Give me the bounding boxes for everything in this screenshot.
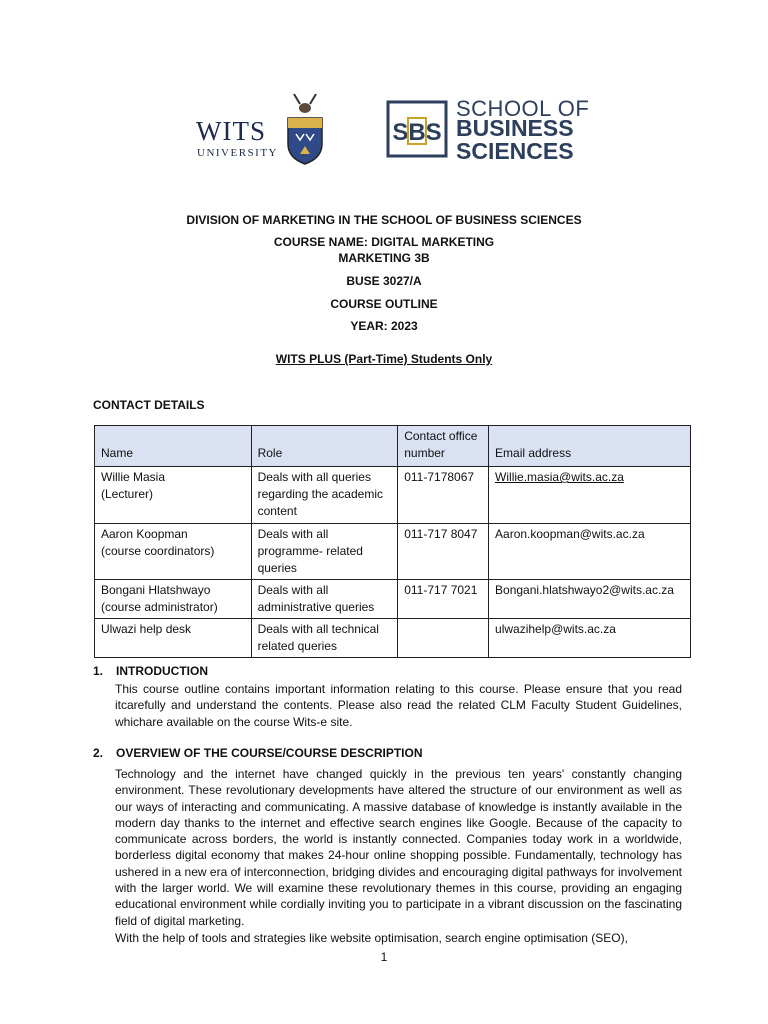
contact-email: ulwazihelp@wits.ac.za <box>489 619 691 658</box>
logo-banner <box>0 0 768 180</box>
wits-logo-word: WITS <box>196 116 266 146</box>
section-overview-text: Technology and the internet have changed quickly in the previous ten years' constantly changing environment. These revolutionary developments have altered the structure of our environment as well as our ways of interacting and communicating. A massive database of knowledge is instantly available in the modern day thanks to the internet and effective search engines like Google. Because of the capacity to communicate across borders, the world is instantly connected. Companies today work in a worldwide, borderless digital economy that makes 24-hour online shopping possible. Fundamentally, technology has ushered in a new era of interconnection, bridging divides and encouraging digital pathways for involvement with the larger world. We will examine these revolutionary themes in this course, providing an engaging educational environment while cordially inviting you to participate in a vibrant discussion on the fascinating field of digital marketing. <box>115 767 682 928</box>
contact-name: Willie Masia <box>101 470 166 484</box>
contact-role: Deals with all programme- related queries <box>251 524 398 580</box>
contact-email-link[interactable]: Willie.masia@wits.ac.za <box>495 470 624 484</box>
contact-role-title: (Lecturer) <box>101 487 154 501</box>
contact-email: Bongani.hlatshwayo2@wits.ac.za <box>489 580 691 619</box>
wits-crest-icon <box>282 88 328 168</box>
contact-role-title: (course administrator) <box>101 600 218 614</box>
contact-name-cell <box>95 524 252 580</box>
table-row <box>95 524 691 580</box>
section-intro-heading <box>93 664 208 678</box>
section-title: INTRODUCTION <box>116 664 208 678</box>
contact-table <box>94 425 691 658</box>
col-name-header: Name <box>95 426 252 467</box>
contact-role: Deals with all administrative queries <box>251 580 398 619</box>
table-row <box>95 619 691 658</box>
section-intro-text: This course outline contains important information relating to this course. Please ensure that you read itcarefully and understand the contents. Please also read the related CLM Faculty Student Guidelines, whichare available on the course Wits-e site. <box>115 682 682 729</box>
course-name: COURSE NAME: DIGITAL MARKETING <box>273 235 495 249</box>
col-role-header: Role <box>251 426 398 467</box>
course-code: BUSE 3027/A <box>346 274 422 288</box>
sbs-mark-text: SBS <box>392 119 442 146</box>
contact-name: Aaron Koopman <box>101 527 188 541</box>
sbs-title-line1: SCHOOL OF <box>456 96 590 121</box>
contact-name: Ulwazi help desk <box>101 622 192 636</box>
table-header-row <box>95 426 691 467</box>
sbs-title-line3: SCIENCES <box>456 138 574 164</box>
division-heading: DIVISION OF MARKETING IN THE SCHOOL OF BUSINESS SCIENCES <box>186 213 582 227</box>
course-level: MARKETING 3B <box>338 251 430 265</box>
table-row <box>95 467 691 524</box>
contact-name-cell <box>95 619 252 658</box>
section-number: 2. <box>93 746 104 760</box>
course-outline-label: COURSE OUTLINE <box>330 297 438 311</box>
sbs-title-line2: BUSINESS <box>456 115 574 141</box>
contact-name-cell <box>95 467 252 524</box>
sbs-mark-icon <box>386 100 448 158</box>
contact-phone: 011-717 7021 <box>398 580 489 619</box>
section-number: 1. <box>93 664 104 678</box>
section-overview-heading <box>93 746 422 760</box>
contact-role: Deals with all queries regarding the academic content <box>251 467 398 524</box>
contact-email-cell <box>489 467 691 524</box>
contact-details-label: CONTACT DETAILS <box>93 398 205 412</box>
section-title: OVERVIEW OF THE COURSE/COURSE DESCRIPTION <box>116 746 423 760</box>
table-row <box>95 580 691 619</box>
contact-email: Aaron.koopman@wits.ac.za <box>489 524 691 580</box>
contact-phone: 011-7178067 <box>398 467 489 524</box>
contact-phone: 011-717 8047 <box>398 524 489 580</box>
wits-logo-sub: UNIVERSITY <box>197 147 278 159</box>
course-year: YEAR: 2023 <box>350 319 418 333</box>
col-email-header: Email address <box>489 426 691 467</box>
contact-role-title: (course coordinators) <box>101 544 215 558</box>
col-phone-header: Contact office number <box>398 426 489 467</box>
contact-name-cell <box>95 580 252 619</box>
contact-role: Deals with all technical related queries <box>251 619 398 658</box>
contact-name: Bongani Hlatshwayo <box>101 583 211 597</box>
contact-phone <box>398 619 489 658</box>
audience-note: WITS PLUS (Part-Time) Students Only <box>275 352 493 366</box>
section-overview-text-2: With the help of tools and strategies like website optimisation, search engine optimisation (SEO), <box>115 931 628 945</box>
page-number: 1 <box>380 950 388 964</box>
